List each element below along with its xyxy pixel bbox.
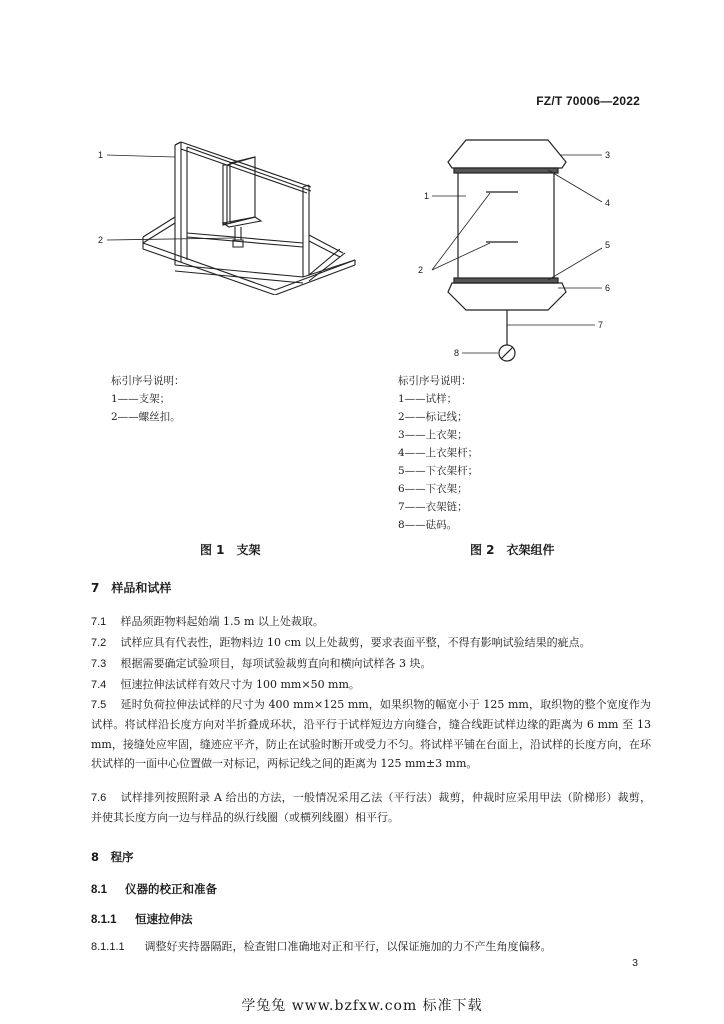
paragraph-7-1 bbox=[91, 612, 651, 632]
clause-text: 根据需要确定试验项目，每项试验裁剪直向和横向试样各 3 块。 bbox=[120, 657, 432, 670]
clause-number: 7.1 bbox=[91, 616, 107, 628]
figure-2-callout-4: 4 bbox=[605, 198, 611, 208]
figure-2-callout-7: 7 bbox=[598, 320, 604, 330]
clause-text: 延时负荷拉伸法试样的尺寸为 400 mm×125 mm，如果织物的幅宽小于 125 mm，取织物的整个宽度作为试样。将试样沿长度方向对半折叠成环状，沿平行于试样短边方向缝合，缝合线距试样边缘的距离为 6 mm 至 13 mm，接缝处应牢固，缝迹应平齐，防止在试验时断开或受力不匀。将试样平铺在台面上，沿试样的长度方向，在环状试样的一面中心位置做一对标记，两标记线之间的距离为 125 mm±3 mm。 bbox=[91, 698, 651, 771]
legend-title: 标引序号说明： bbox=[111, 375, 185, 387]
legend-item: 1——支架； bbox=[111, 393, 171, 405]
figure-1-caption: 图 1 支架 bbox=[200, 543, 261, 557]
figure-1-support-frame bbox=[95, 125, 365, 295]
clause-text: 样品须距物料起始端 1.5 m 以上处裁取。 bbox=[120, 615, 324, 628]
clause-title: 仪器的校正和准备 bbox=[125, 882, 218, 896]
paragraph-7-4 bbox=[91, 675, 651, 695]
clause-text: 试样应具有代表性，距物料边 10 cm 以上处裁剪，要求表面平整，不得有影响试验结果的疵点。 bbox=[120, 636, 591, 649]
section-8-1-1-heading bbox=[91, 911, 193, 927]
legend-item: 4——上衣架杆； bbox=[398, 447, 479, 459]
legend-item: 2——螺丝扣。 bbox=[111, 411, 181, 423]
clause-number: 7.6 bbox=[91, 792, 107, 804]
paragraph-7-2 bbox=[91, 633, 651, 653]
figure-2-callout-1: 1 bbox=[424, 191, 430, 201]
figure-2-hanger-assembly bbox=[410, 120, 625, 370]
legend-title: 标引序号说明： bbox=[398, 375, 472, 387]
figure-2-callout-8: 8 bbox=[454, 348, 460, 358]
paragraph-8-1-1-1 bbox=[91, 937, 651, 957]
legend-item: 1——试样； bbox=[398, 393, 458, 405]
legend-item: 6——下衣架； bbox=[398, 483, 468, 495]
clause-number: 7.3 bbox=[91, 658, 107, 670]
figure-2-callout-6: 6 bbox=[605, 283, 611, 293]
figure-2-caption: 图 2 衣架组件 bbox=[470, 543, 555, 557]
clause-text: 试样排列按照附录 A 给出的方法，一般情况采用乙法（平行法）裁剪，仲裁时应采用甲法（阶梯形）裁剪，并使其长度方向一边与样品的纵行线圈（或横列线圈）相平行。 bbox=[91, 791, 651, 824]
clause-text: 调整好夹持器隔距，检查钳口准确地对正和平行，以保证施加的力不产生角度偏移。 bbox=[144, 940, 552, 953]
clause-number: 7.4 bbox=[91, 679, 107, 691]
legend-item: 5——下衣架杆； bbox=[398, 465, 479, 477]
section-8-heading: 8 程序 bbox=[91, 850, 134, 864]
standard-code: FZ/T 70006—2022 bbox=[536, 94, 640, 108]
clause-number: 7.5 bbox=[91, 699, 107, 711]
page-number: 3 bbox=[632, 957, 638, 969]
figure-2-legend bbox=[398, 372, 478, 534]
paragraph-7-5 bbox=[91, 695, 651, 774]
figure-1-callout-2: 2 bbox=[98, 235, 104, 245]
paragraph-7-3 bbox=[91, 654, 651, 674]
clause-number: 8.1.1.1 bbox=[91, 941, 125, 953]
clause-number: 8.1.1 bbox=[91, 914, 117, 926]
clause-number: 7.2 bbox=[91, 637, 107, 649]
clause-number: 8.1 bbox=[91, 884, 107, 896]
legend-item: 8——砝码。 bbox=[398, 519, 458, 531]
figure-2-callout-3: 3 bbox=[605, 150, 611, 160]
section-7-heading: 7 样品和试样 bbox=[91, 581, 172, 595]
legend-item: 2——标记线； bbox=[398, 411, 468, 423]
clause-text: 恒速拉伸法试样有效尺寸为 100 mm×50 mm。 bbox=[120, 678, 360, 691]
figure-2-callout-5: 5 bbox=[605, 240, 611, 250]
section-8-1-heading bbox=[91, 881, 217, 897]
clause-title: 恒速拉伸法 bbox=[135, 912, 193, 926]
legend-item: 7——衣架链； bbox=[398, 501, 468, 513]
legend-item: 3——上衣架； bbox=[398, 429, 468, 441]
figure-1-legend bbox=[111, 372, 185, 426]
footer-watermark: 学兔兔 www.bzfxw.com 标准下载 bbox=[241, 998, 483, 1014]
paragraph-7-6 bbox=[91, 788, 651, 827]
figure-2-callout-2: 2 bbox=[418, 265, 424, 275]
figure-1-callout-1: 1 bbox=[98, 150, 104, 160]
